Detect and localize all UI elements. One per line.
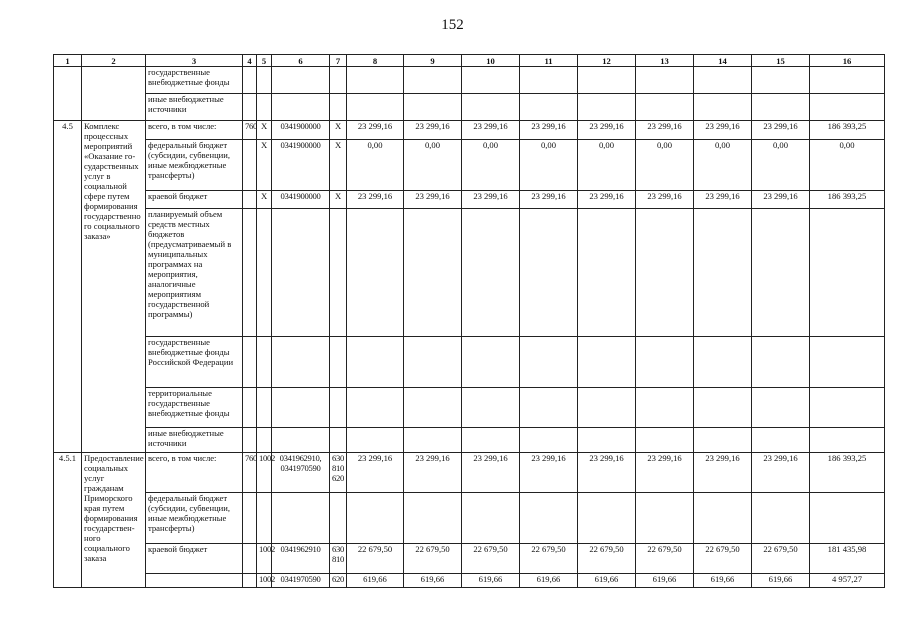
section-cell: Х [257, 191, 272, 209]
item-number-cell [54, 67, 82, 121]
amount-cell [347, 337, 404, 388]
target-article-cell: 0341900000 [272, 191, 330, 209]
amount-cell [462, 67, 520, 94]
expense-type-cell: Х [330, 191, 347, 209]
amount-cell: 619,66 [578, 574, 636, 588]
amount-cell [694, 94, 752, 121]
section-cell [257, 94, 272, 121]
amount-cell [636, 493, 694, 544]
amount-cell [752, 94, 810, 121]
amount-cell: 23 299,16 [694, 191, 752, 209]
column-header: 7 [330, 55, 347, 67]
amount-cell: 23 299,16 [578, 121, 636, 140]
table-row [54, 121, 885, 140]
source-cell [146, 574, 243, 588]
amount-cell [810, 337, 885, 388]
column-header: 15 [752, 55, 810, 67]
item-number-cell: 4.5.1 [54, 453, 82, 588]
amount-cell: 23 299,16 [752, 121, 810, 140]
amount-cell: 23 299,16 [752, 191, 810, 209]
amount-cell [636, 428, 694, 453]
amount-cell [404, 67, 462, 94]
expense-type-cell [330, 493, 347, 544]
amount-cell [810, 388, 885, 428]
amount-cell [462, 337, 520, 388]
column-header: 4 [243, 55, 257, 67]
amount-cell [694, 493, 752, 544]
section-cell: Х [257, 140, 272, 191]
amount-cell [752, 428, 810, 453]
amount-cell [810, 67, 885, 94]
amount-cell: 186 393,25 [810, 121, 885, 140]
target-article-cell: 0341900000 [272, 121, 330, 140]
amount-cell [810, 94, 885, 121]
amount-cell: 23 299,16 [752, 453, 810, 493]
amount-cell [578, 209, 636, 337]
section-cell: Х [257, 121, 272, 140]
table-row [54, 493, 885, 544]
grbs-cell [243, 574, 257, 588]
source-cell: территориальные государственные внебюджетные фонды [146, 388, 243, 428]
section-cell [257, 337, 272, 388]
amount-cell: 23 299,16 [404, 121, 462, 140]
amount-cell: 22 679,50 [636, 544, 694, 574]
expense-type-cell: 630 810 620 [330, 453, 347, 493]
amount-cell: 22 679,50 [404, 544, 462, 574]
target-article-cell [272, 493, 330, 544]
amount-cell [520, 94, 578, 121]
grbs-cell [243, 493, 257, 544]
amount-cell [578, 428, 636, 453]
column-header: 3 [146, 55, 243, 67]
amount-cell [578, 493, 636, 544]
amount-cell [347, 493, 404, 544]
amount-cell: 22 679,50 [752, 544, 810, 574]
expense-type-cell: Х [330, 121, 347, 140]
column-header: 1 [54, 55, 82, 67]
amount-cell [347, 209, 404, 337]
amount-cell [404, 209, 462, 337]
page-number: 152 [441, 17, 464, 33]
target-article-cell [272, 388, 330, 428]
section-cell [257, 388, 272, 428]
target-article-cell: 0341970590 [272, 574, 330, 588]
source-cell: федеральный бюджет (субсидии, субвенции, иные межбюджетные трансферты) [146, 493, 243, 544]
amount-cell [694, 337, 752, 388]
amount-cell: 619,66 [694, 574, 752, 588]
amount-cell [636, 94, 694, 121]
target-article-cell: 0341962910, 0341970590 [272, 453, 330, 493]
amount-cell [578, 67, 636, 94]
source-cell: государственные внебюджетные фонды [146, 67, 243, 94]
amount-cell [636, 337, 694, 388]
header-row [54, 55, 885, 67]
amount-cell [462, 388, 520, 428]
amount-cell [347, 94, 404, 121]
amount-cell [810, 428, 885, 453]
source-cell: иные внебюджетные источники [146, 428, 243, 453]
amount-cell [752, 337, 810, 388]
amount-cell: 23 299,16 [578, 453, 636, 493]
section-cell [257, 67, 272, 94]
section-cell: 1002 [257, 453, 272, 493]
amount-cell: 23 299,16 [462, 121, 520, 140]
grbs-cell [243, 337, 257, 388]
item-name-cell: Предоставление социальных услуг гражданам Приморского края путем формирования государствен-ного социального заказа [82, 453, 146, 588]
amount-cell [404, 493, 462, 544]
amount-cell [810, 493, 885, 544]
amount-cell [404, 337, 462, 388]
source-cell: краевой бюджет [146, 191, 243, 209]
column-header: 2 [82, 55, 146, 67]
amount-cell: 0,00 [810, 140, 885, 191]
amount-cell: 23 299,16 [636, 121, 694, 140]
source-cell: всего, в том числе: [146, 453, 243, 493]
amount-cell: 22 679,50 [520, 544, 578, 574]
section-cell: 1002 [257, 574, 272, 588]
amount-cell: 0,00 [520, 140, 578, 191]
amount-cell [520, 428, 578, 453]
column-header: 16 [810, 55, 885, 67]
amount-cell: 0,00 [752, 140, 810, 191]
amount-cell [520, 388, 578, 428]
table-row [54, 209, 885, 337]
amount-cell [347, 67, 404, 94]
amount-cell: 22 679,50 [347, 544, 404, 574]
amount-cell [578, 94, 636, 121]
amount-cell: 22 679,50 [578, 544, 636, 574]
table-row [54, 140, 885, 191]
amount-cell [404, 388, 462, 428]
amount-cell: 186 393,25 [810, 453, 885, 493]
amount-cell: 619,66 [752, 574, 810, 588]
amount-cell [752, 493, 810, 544]
amount-cell: 0,00 [462, 140, 520, 191]
grbs-cell [243, 94, 257, 121]
table-row [54, 453, 885, 493]
amount-cell [404, 428, 462, 453]
amount-cell: 181 435,98 [810, 544, 885, 574]
target-article-cell [272, 67, 330, 94]
table-row [54, 388, 885, 428]
amount-cell: 23 299,16 [347, 191, 404, 209]
amount-cell: 23 299,16 [636, 191, 694, 209]
expense-type-cell [330, 337, 347, 388]
table-row [54, 191, 885, 209]
expense-type-cell [330, 428, 347, 453]
amount-cell [752, 209, 810, 337]
item-name-cell [82, 67, 146, 121]
amount-cell: 619,66 [404, 574, 462, 588]
amount-cell: 23 299,16 [347, 121, 404, 140]
target-article-cell [272, 209, 330, 337]
amount-cell [694, 428, 752, 453]
amount-cell: 23 299,16 [520, 121, 578, 140]
amount-cell [578, 388, 636, 428]
amount-cell [520, 209, 578, 337]
amount-cell [462, 94, 520, 121]
amount-cell: 0,00 [694, 140, 752, 191]
amount-cell: 23 299,16 [347, 453, 404, 493]
amount-cell [810, 209, 885, 337]
amount-cell: 0,00 [404, 140, 462, 191]
table-row [54, 67, 885, 94]
source-cell: иные внебюджетные источники [146, 94, 243, 121]
amount-cell: 23 299,16 [520, 453, 578, 493]
source-cell: государственные внебюджетные фонды Российской Федерации [146, 337, 243, 388]
amount-cell [462, 209, 520, 337]
amount-cell [520, 67, 578, 94]
target-article-cell [272, 428, 330, 453]
budget-table [53, 54, 885, 588]
amount-cell: 23 299,16 [636, 453, 694, 493]
table-row [54, 428, 885, 453]
amount-cell: 619,66 [347, 574, 404, 588]
source-cell: всего, в том числе: [146, 121, 243, 140]
grbs-cell: 760 [243, 121, 257, 140]
amount-cell [752, 67, 810, 94]
amount-cell: 619,66 [636, 574, 694, 588]
column-header: 11 [520, 55, 578, 67]
amount-cell: 23 299,16 [694, 453, 752, 493]
amount-cell [404, 94, 462, 121]
amount-cell: 23 299,16 [578, 191, 636, 209]
amount-cell: 4 957,27 [810, 574, 885, 588]
expense-type-cell [330, 67, 347, 94]
grbs-cell: 760 [243, 453, 257, 493]
amount-cell [694, 388, 752, 428]
amount-cell: 0,00 [636, 140, 694, 191]
grbs-cell [243, 67, 257, 94]
item-name-cell: Комплекс процессных мероприятий «Оказание го-сударственных услуг в социальной сфере путем формирования государственно го социального заказа» [82, 121, 146, 453]
amount-cell: 22 679,50 [462, 544, 520, 574]
table-row [54, 94, 885, 121]
amount-cell: 186 393,25 [810, 191, 885, 209]
column-header: 14 [694, 55, 752, 67]
section-cell [257, 493, 272, 544]
section-cell [257, 209, 272, 337]
amount-cell: 23 299,16 [404, 191, 462, 209]
item-number-cell: 4.5 [54, 121, 82, 453]
grbs-cell [243, 544, 257, 574]
column-header: 9 [404, 55, 462, 67]
amount-cell [694, 209, 752, 337]
expense-type-cell: Х [330, 140, 347, 191]
column-header: 12 [578, 55, 636, 67]
expense-type-cell [330, 209, 347, 337]
amount-cell: 23 299,16 [404, 453, 462, 493]
amount-cell: 0,00 [578, 140, 636, 191]
amount-cell: 23 299,16 [520, 191, 578, 209]
grbs-cell [243, 428, 257, 453]
grbs-cell [243, 140, 257, 191]
source-cell: планируемый объем средств местных бюджетов (предусматриваемый в муниципальных программах на мероприятия, аналогичные мероприятиям государственной программы) [146, 209, 243, 337]
expense-type-cell [330, 388, 347, 428]
amount-cell: 23 299,16 [462, 453, 520, 493]
grbs-cell [243, 191, 257, 209]
amount-cell: 0,00 [347, 140, 404, 191]
column-header: 8 [347, 55, 404, 67]
grbs-cell [243, 209, 257, 337]
expense-type-cell: 630 810 [330, 544, 347, 574]
column-header: 6 [272, 55, 330, 67]
column-header: 13 [636, 55, 694, 67]
amount-cell: 22 679,50 [694, 544, 752, 574]
amount-cell: 23 299,16 [462, 191, 520, 209]
amount-cell [347, 388, 404, 428]
amount-cell [752, 388, 810, 428]
target-article-cell [272, 94, 330, 121]
column-header: 10 [462, 55, 520, 67]
amount-cell: 619,66 [520, 574, 578, 588]
table-row [54, 544, 885, 574]
amount-cell [347, 428, 404, 453]
amount-cell [520, 493, 578, 544]
expense-type-cell: 620 [330, 574, 347, 588]
table-row [54, 574, 885, 588]
amount-cell: 23 299,16 [694, 121, 752, 140]
source-cell: краевой бюджет [146, 544, 243, 574]
section-cell [257, 428, 272, 453]
section-cell: 1002 [257, 544, 272, 574]
amount-cell [636, 209, 694, 337]
column-header: 5 [257, 55, 272, 67]
target-article-cell [272, 337, 330, 388]
source-cell: федеральный бюджет (субсидии, субвенции, иные межбюджетные трансферты) [146, 140, 243, 191]
amount-cell [462, 493, 520, 544]
amount-cell [520, 337, 578, 388]
grbs-cell [243, 388, 257, 428]
amount-cell [636, 388, 694, 428]
amount-cell [694, 67, 752, 94]
target-article-cell: 0341962910 [272, 544, 330, 574]
amount-cell: 619,66 [462, 574, 520, 588]
amount-cell [578, 337, 636, 388]
amount-cell [636, 67, 694, 94]
table-row [54, 337, 885, 388]
expense-type-cell [330, 94, 347, 121]
target-article-cell: 0341900000 [272, 140, 330, 191]
amount-cell [462, 428, 520, 453]
